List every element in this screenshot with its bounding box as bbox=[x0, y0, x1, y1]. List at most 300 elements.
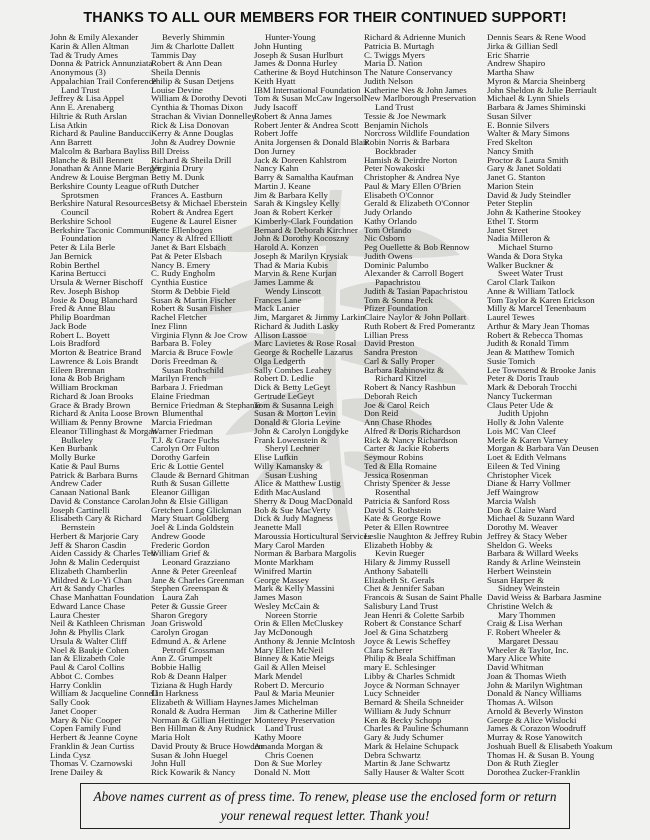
member-name: Hiltrie & Ruth Arslan bbox=[50, 110, 127, 121]
member-name: Ian & Elizabeth Cole bbox=[50, 653, 125, 664]
member-name: Christopher & Andrea Nye bbox=[364, 172, 460, 182]
member-name: George Massey bbox=[254, 574, 310, 585]
member-name: Dorothea Zucker-Franklin bbox=[487, 767, 580, 777]
member-name: Ruth Robert & Fred Pomerantz bbox=[364, 320, 476, 331]
member-name: Jay McDonough bbox=[254, 627, 313, 637]
member-name: Gary & Judy Schumer bbox=[364, 732, 444, 742]
member-name: Martin & Jane Schwartz bbox=[364, 758, 451, 769]
member-name: Peter Nowakoski bbox=[364, 163, 425, 174]
member-name: Bockbrader bbox=[375, 145, 417, 156]
member-name: Alexander & Carroll Bogert bbox=[364, 268, 464, 279]
member-name: Gerald & Elizabeth O'Connor bbox=[364, 198, 470, 209]
member-name: Keith Hyatt bbox=[254, 75, 296, 86]
member-name: Eric Sharrie bbox=[487, 49, 530, 60]
member-name: Claus Peter Ude & bbox=[487, 399, 554, 410]
member-name: Philip & Beala Schiffman bbox=[364, 653, 456, 664]
member-name: Jeanette Mall bbox=[254, 522, 302, 532]
member-name: New Marlborough Preservation bbox=[364, 93, 476, 104]
member-name: Lee Townsend & Brooke Janis bbox=[487, 364, 596, 375]
member-name: Sharon Gregory bbox=[151, 609, 208, 620]
member-name: Kate & George Rowe bbox=[364, 513, 441, 524]
member-name: Don & Ruth Ziegler bbox=[487, 758, 559, 769]
member-name: Thomas A. Wilson bbox=[487, 697, 554, 707]
member-name: David & Judy Steindler bbox=[487, 189, 571, 200]
member-name: Herbert Weinstein bbox=[487, 565, 552, 576]
member-name: Don & Claire Ward bbox=[487, 504, 557, 515]
member-name: Mildred & Lo-Yi Chan bbox=[50, 574, 132, 585]
member-column bbox=[50, 33, 161, 777]
member-name: Marcia Walsh bbox=[487, 495, 536, 506]
member-name: Beverly Shimmin bbox=[162, 32, 225, 42]
member-name: Wheeler & Taylor, Inc. bbox=[487, 644, 569, 655]
member-name: Nancy B. Emery bbox=[151, 259, 211, 270]
member-name: Richard & Sheila Drill bbox=[151, 154, 232, 165]
member-name: Anne & William Tatlock bbox=[487, 285, 575, 296]
member-name: George & Rochelle Lazarus bbox=[254, 347, 353, 357]
member-name: Nancy Tuckerman bbox=[487, 390, 553, 401]
renewal-notice bbox=[80, 783, 570, 829]
member-name: Mark Mendel bbox=[254, 670, 303, 681]
member-name: Irene Dailey & bbox=[50, 767, 104, 777]
member-name: Susan Rothschild bbox=[162, 364, 224, 375]
member-name: James Mason bbox=[254, 592, 302, 602]
member-name: Mack Lanier bbox=[254, 303, 300, 314]
member-name: Donald N. Mott bbox=[254, 767, 311, 777]
member-name: Anthony Sabatelli bbox=[364, 565, 429, 576]
member-name: Fred & Anne Blau bbox=[50, 303, 116, 314]
member-name: Clara Scherer bbox=[364, 644, 413, 655]
member-name: F. Robert Wheeler & bbox=[487, 627, 561, 637]
member-name: Craig & Lisa Werhan bbox=[487, 618, 563, 629]
member-name: Willy Kamansky & bbox=[254, 460, 323, 471]
member-name: Robert & Andrea Egert bbox=[151, 207, 234, 217]
member-name: Mary Ellen McNeil bbox=[254, 644, 324, 655]
member-name: Cynthia Eustice bbox=[151, 277, 208, 287]
member-name: Bulkeley bbox=[61, 434, 93, 445]
member-name: Tom & Susanna Leigh bbox=[254, 399, 334, 410]
member-name: Rob & Deann Halper bbox=[151, 670, 227, 681]
member-name: Eric & Lottie Gentel bbox=[151, 460, 224, 471]
member-name: E. Bonnie Silvers bbox=[487, 119, 550, 130]
member-name: Berkshire Natural Resources bbox=[50, 198, 152, 209]
member-name: David Whitman bbox=[487, 662, 544, 672]
member-name: Laura Chester bbox=[50, 609, 100, 620]
member-name: Judith & Tasian Papachristou bbox=[364, 285, 468, 296]
member-name: Storm & Debbie Field bbox=[151, 285, 230, 296]
member-name: John & Emily Alexander bbox=[50, 32, 139, 42]
member-name: Kathy Moore bbox=[254, 732, 302, 742]
member-name: Allison Lassoe bbox=[254, 329, 307, 340]
member-name: Chase Manhattan Foundation bbox=[50, 592, 155, 602]
member-name: Dick & Betty LeGeyt bbox=[254, 382, 331, 392]
member-name: Wanda & Dora Styka bbox=[487, 250, 563, 261]
member-name: Christopher Vicek bbox=[487, 469, 552, 480]
member-column bbox=[254, 33, 371, 777]
member-name: John & Dorothy Kocoszny bbox=[254, 233, 350, 244]
member-name: Eleanor Tillinghast & Morgan bbox=[50, 425, 157, 436]
member-name: Cynthia & Thomas Dixon bbox=[151, 102, 243, 112]
member-name: Morton & Beatrice Brand bbox=[50, 347, 142, 357]
member-name: Mary Alice White bbox=[487, 653, 551, 664]
member-name: Neil & Kathleen Chrisman bbox=[50, 618, 146, 629]
member-name: Barbara B. Foley bbox=[151, 338, 212, 349]
member-name: Noreen Storrie bbox=[265, 609, 318, 620]
member-name: Appalachian Trail Conference bbox=[50, 75, 157, 86]
member-name: Louise Devine bbox=[151, 84, 203, 95]
member-name: Ethel T. Storm bbox=[487, 215, 539, 226]
member-name: Josie & Doug Blanchard bbox=[50, 294, 138, 305]
member-name: Rev. Joseph Bishop bbox=[50, 285, 120, 296]
member-name: Katie & Paul Burns bbox=[50, 460, 120, 471]
member-name: Jack Bode bbox=[50, 320, 87, 331]
member-name: Robert & Anna James bbox=[254, 110, 332, 121]
member-name: Robin Norris & Barbara bbox=[364, 137, 450, 147]
member-name: Susan & Martin Fischer bbox=[151, 294, 236, 305]
member-name: Binney & Katie Meigs bbox=[254, 653, 335, 664]
member-name: Murray & Rose Yanowitch bbox=[487, 732, 583, 742]
member-name: Robert & Ann Dean bbox=[151, 58, 222, 69]
member-name: Ann E. Arenaberg bbox=[50, 102, 114, 112]
member-name: Edmund A. & Arlene bbox=[151, 635, 227, 646]
member-name: Jim & Catherine Miller bbox=[254, 705, 337, 716]
member-name: Monterey Preservation bbox=[254, 714, 335, 725]
member-name: Ken & Becky Schopp bbox=[364, 714, 442, 725]
member-name: Edith MacAusland bbox=[254, 487, 321, 497]
member-name: Virginia Flynn & Joe Crow bbox=[151, 329, 248, 340]
member-name: Michael & Suzann Ward bbox=[487, 513, 575, 524]
member-name: John Hull bbox=[151, 758, 186, 769]
member-name: Elizabeth Chamberlin bbox=[50, 565, 128, 576]
member-name: Olga Ledgerth bbox=[254, 355, 306, 366]
member-name: Joel & Linda Goldstein bbox=[151, 522, 234, 532]
member-name: Jeffrey & Stacy Weber bbox=[487, 530, 568, 541]
member-name: Carol Clark Taikon bbox=[487, 277, 555, 287]
member-name: Doris Freedman & bbox=[151, 355, 218, 366]
member-name: Richard & Adrienne Munich bbox=[364, 32, 466, 42]
member-name: Elisabeth O'Connor bbox=[364, 189, 434, 200]
member-name: Norman & Barbara Margolis bbox=[254, 548, 357, 559]
member-name: Joseph Cartinelli bbox=[50, 504, 110, 515]
member-name: Robert & Nancy Rashbun bbox=[364, 382, 456, 392]
member-name: Sally Cook bbox=[50, 697, 90, 707]
member-name: Ursula & Walter Cliff bbox=[50, 635, 127, 646]
member-name: Judy Isacoff bbox=[254, 102, 298, 112]
member-name: John Sheldon & Julie Berriault bbox=[487, 84, 597, 95]
member-name: Susan Lushing bbox=[265, 469, 318, 480]
member-name: Richard & Anita Loose Brown bbox=[50, 408, 159, 419]
member-name: Thomas V. Czarnowski bbox=[50, 758, 133, 769]
member-name: Herbert & Marjorie Cary bbox=[50, 530, 139, 541]
member-name: Michael & Lynn Shiels bbox=[487, 93, 570, 104]
member-name: Joan & Thomas Wieth bbox=[487, 670, 567, 681]
member-name: Catherine & Boyd Hutchinson bbox=[254, 67, 362, 77]
member-name: Rachel Fletcher bbox=[151, 312, 207, 322]
member-name: David Weiss & Barbara Jasmine bbox=[487, 592, 602, 602]
member-name: Peter & Doris Traub bbox=[487, 373, 559, 384]
member-name: Joe & Carol Reich bbox=[364, 399, 430, 410]
member-name: Berkshire County League of bbox=[50, 180, 151, 191]
member-name: Sheldon G. Weeks bbox=[487, 539, 553, 550]
member-name: Richard & Judith Lasky bbox=[254, 320, 339, 331]
member-name: Anita Jorgensen & Donald Blair bbox=[254, 137, 369, 147]
member-name: Bernstein bbox=[61, 522, 95, 532]
member-name: Loet & Edith Velmans bbox=[487, 452, 567, 462]
member-name: Tom Orlando bbox=[364, 224, 412, 235]
member-name: Aiden Cassidy & Charles Teti bbox=[50, 548, 156, 559]
member-name: Ursula & Werner Bischoff bbox=[50, 277, 144, 287]
member-name: Leslie Naughton & Jeffrey Rubin bbox=[364, 530, 483, 541]
member-name: Margaret Dessau bbox=[498, 635, 559, 646]
member-name: William & Judy Schnurr bbox=[364, 705, 451, 716]
member-name: Sally Hauser & Walter Scott bbox=[364, 767, 465, 777]
member-name: Sherry & Doug MacDonald bbox=[254, 495, 353, 506]
member-name: Marcia Friedman bbox=[151, 417, 213, 427]
member-column bbox=[364, 33, 482, 777]
member-name: Joan & Robert Kerker bbox=[254, 207, 333, 217]
member-name: Carl & Sally Proper bbox=[364, 355, 435, 366]
member-name: Sarah & Kingsley Kelly bbox=[254, 198, 340, 209]
member-name: Janet & Bart Elsbach bbox=[151, 242, 226, 252]
member-name: Thomas H. & Susan B. Young bbox=[487, 749, 595, 760]
member-name: Richard Kitzel bbox=[375, 373, 427, 384]
member-name: Eileen Brennan bbox=[50, 364, 105, 375]
member-name: James Michelman bbox=[254, 697, 319, 707]
member-column bbox=[151, 33, 263, 777]
member-name: Martha Shaw bbox=[487, 67, 535, 77]
member-name: Don Jurney bbox=[254, 145, 296, 156]
member-name: Barbara & Willard Weeks bbox=[487, 548, 579, 559]
member-name: John & Audrey Downie bbox=[151, 137, 236, 147]
member-name: Kevin Rueger bbox=[375, 548, 425, 559]
member-name: Milly & Marcel Tenenbaum bbox=[487, 303, 587, 314]
member-name: Elizabeth Hobby & bbox=[364, 539, 433, 550]
member-name: Jim, Margaret & Jimmy Larkin bbox=[254, 312, 365, 322]
member-name: Peg Ouellette & Bob Rennow bbox=[364, 242, 470, 252]
member-name: Art & Sandy Charles bbox=[50, 583, 125, 594]
member-name: Susan Silver bbox=[487, 110, 532, 121]
member-name: Jonathan & Anne Marie Berger bbox=[50, 163, 161, 174]
member-name: Jane & Charles Greenman bbox=[151, 574, 245, 585]
member-name: John & Malin Cederquist bbox=[50, 557, 140, 567]
member-name: Wesley McCain & bbox=[254, 600, 320, 611]
member-name: Tammis Day bbox=[151, 49, 197, 60]
member-name: Christine Welch & bbox=[487, 600, 553, 611]
member-name: Judith Nelson bbox=[364, 75, 413, 86]
member-name: Ann Chase Rhodes bbox=[364, 417, 432, 427]
member-name: Walker Buckner & bbox=[487, 259, 554, 270]
member-name: Carolyn Orr Fulton bbox=[151, 443, 220, 454]
member-name: Barbara J. Friedman bbox=[151, 382, 223, 392]
member-name: Malcolm & Barbara Bayliss bbox=[50, 145, 150, 156]
member-name: Karin & Allen Altman bbox=[50, 40, 129, 51]
member-name: Robert & Rebecca Thomas bbox=[487, 329, 583, 340]
member-name: Pfizer Foundation bbox=[364, 303, 428, 314]
member-name: Ken Burbank bbox=[50, 443, 98, 454]
member-name: Grace & Brady Brown bbox=[50, 399, 131, 410]
member-name: Betty M. Dunk bbox=[151, 172, 205, 182]
member-name: Joseph & Susan Hurlburt bbox=[254, 49, 344, 60]
member-name: Don Reid bbox=[364, 408, 399, 419]
member-name: Robert & Constance Scharf bbox=[364, 618, 462, 629]
member-name: Ben Hillman & Any Rudnick bbox=[151, 723, 255, 734]
member-name: John & Katherine Stookey bbox=[487, 207, 582, 217]
member-name: Council bbox=[61, 207, 90, 217]
member-name: Norcross Wildlife Foundation bbox=[364, 128, 470, 139]
member-name: Sidney Weinstein bbox=[498, 583, 560, 594]
member-name: Lucy Schneider bbox=[364, 688, 420, 699]
member-name: Janet Street bbox=[487, 224, 529, 235]
member-name: Barbara & James Shiminski bbox=[487, 102, 586, 112]
member-name: Frank Lowenstein & bbox=[254, 434, 328, 445]
member-name: Susan Harper & bbox=[487, 574, 544, 585]
member-name: Robert D. Ledlie bbox=[254, 373, 314, 384]
member-name: Katherine Nes & John James bbox=[364, 84, 467, 95]
member-name: Mark & Deborah Trocchi bbox=[487, 382, 578, 392]
member-name: James & Donna Hurley bbox=[254, 58, 338, 69]
member-name: Winifred Martin bbox=[254, 565, 312, 576]
member-name: Martin J. Keane bbox=[254, 180, 311, 191]
member-name: Warner Friedman bbox=[151, 425, 213, 436]
member-name: Laurel Tewes bbox=[487, 312, 535, 322]
member-name: Blumenthal bbox=[162, 408, 204, 419]
member-name: Laura Zah bbox=[162, 592, 199, 602]
member-name: Molly Burke bbox=[50, 452, 96, 462]
member-name: Charles & Pauline Schumann bbox=[364, 723, 469, 734]
member-name: The Nature Conservancy bbox=[364, 67, 453, 77]
member-name: Sheryl Lechner bbox=[265, 443, 320, 454]
member-name: Dorothy Garfein bbox=[151, 452, 210, 462]
member-name: Frances A. Eastburn bbox=[151, 189, 223, 200]
member-name: Andrew & Louise Bergman bbox=[50, 172, 149, 182]
page-title: THANKS TO ALL OUR MEMBERS FOR THEIR CONTINUED SUPPORT! bbox=[83, 10, 567, 26]
member-name: Peter & Ellen Rowntree bbox=[364, 522, 449, 532]
member-name: Richard & Pauline Banducci bbox=[50, 128, 152, 139]
member-name: Anonymous (3) bbox=[50, 67, 106, 77]
member-name: Marion Stein bbox=[487, 180, 534, 191]
member-name: Nancy Smith bbox=[487, 145, 534, 156]
member-name: Joseph & Marilyn Krysiak bbox=[254, 250, 349, 261]
member-name: Kathy Orlando bbox=[364, 215, 417, 226]
member-name: Eleanor Gilligan bbox=[151, 487, 210, 497]
member-name: Salisbury Land Trust bbox=[364, 600, 439, 611]
member-name: James Lamme & bbox=[254, 277, 314, 287]
member-name: Karina Bertucci bbox=[50, 268, 107, 279]
member-name: Gertrude LeGeyt bbox=[254, 390, 315, 401]
member-name: Joyce & Lewis Scheffey bbox=[364, 635, 451, 646]
member-name: Hamish & Deirdre Norton bbox=[364, 154, 458, 165]
member-name: Elizabeth & William Haynes bbox=[151, 697, 253, 707]
member-name: Sally Combes Leahey bbox=[254, 364, 332, 375]
member-name: Ted & Ella Romaine bbox=[364, 460, 437, 471]
member-column bbox=[487, 33, 613, 777]
member-name: William & Jacqueline Connell bbox=[50, 688, 158, 699]
member-name: Gary & Janet Soldati bbox=[487, 163, 562, 174]
member-name: Proctor & Laura Smith bbox=[487, 154, 569, 165]
member-name: Robert Joffe bbox=[254, 128, 298, 139]
member-name: Berkshire School bbox=[50, 215, 112, 226]
member-name: Don & Sue Morley bbox=[254, 758, 323, 769]
member-name: Seymour Robins bbox=[364, 452, 424, 462]
member-name: Libby & Charles Schmidt bbox=[364, 670, 456, 681]
member-name: Jim & Barbara Kelly bbox=[254, 189, 328, 200]
member-name: Barbara Rabinowitz & bbox=[364, 364, 445, 375]
member-name: Marc Lavietes & Rose Rosal bbox=[254, 338, 357, 349]
member-name: Eileen & Ted Vining bbox=[487, 460, 560, 471]
member-name: Monte Markham bbox=[254, 557, 314, 567]
member-name: Lin Harkness bbox=[151, 688, 199, 699]
member-name: Eugene & Laurel Eisner bbox=[151, 215, 237, 226]
member-name: John & Elsie Gilligan bbox=[151, 495, 228, 506]
member-name: Bob & Sue MacVerty bbox=[254, 504, 331, 515]
member-name: C. Twiggs Myers bbox=[364, 49, 425, 60]
member-name: Canaan National Bank bbox=[50, 487, 131, 497]
member-name: David & Constance Carolan bbox=[50, 495, 150, 506]
member-name: Iona & Bob Brigham bbox=[50, 373, 125, 384]
member-name: Elisabeth Cary & Richard bbox=[50, 513, 142, 524]
member-name: Jim & Charlotte Dallett bbox=[151, 40, 235, 51]
member-name: Donald & Gloria Levine bbox=[254, 417, 341, 427]
member-name: Jeffrey & Lisa Appel bbox=[50, 93, 125, 104]
member-name: Lisa Atkin bbox=[50, 119, 88, 130]
member-name: Jeff & Sharon Casdin bbox=[50, 539, 127, 550]
member-name: Nancy & Alfred Elliott bbox=[151, 233, 233, 244]
member-name: Franklin & Jean Curtiss bbox=[50, 740, 135, 751]
member-name: Jean Henri & Colette Sarbib bbox=[364, 609, 465, 620]
member-name: Patrick & Barbara Burns bbox=[50, 469, 138, 480]
member-name: Joel & Gina Schatzberg bbox=[364, 627, 449, 637]
member-name: Elaine Friedman bbox=[151, 390, 210, 401]
member-name: Lois MC Van Cleef bbox=[487, 425, 556, 436]
member-name: Marilyn French bbox=[151, 373, 207, 384]
member-name: Rick & Nancy Richardson bbox=[364, 434, 458, 445]
renewal-notice-line: your renewal request letter. Thank you! bbox=[220, 808, 430, 823]
member-name: Joyce & Norman Schnayer bbox=[364, 679, 460, 690]
member-name: Fred Skelton bbox=[487, 137, 533, 147]
member-name: Christy Spencer & Jesse bbox=[364, 478, 451, 489]
member-name: Sweet Water Trust bbox=[498, 268, 563, 279]
member-name: Holly & John Valente bbox=[487, 417, 564, 427]
member-columns bbox=[0, 33, 650, 785]
member-name: Stephen Greenspan & bbox=[151, 583, 229, 594]
member-name: Lillian Press bbox=[364, 329, 409, 340]
renewal-notice-line: Above names current as of press time. To renew, please use the enclosed form or return bbox=[93, 789, 557, 804]
member-name: Inez Flinn bbox=[151, 320, 188, 331]
member-name: Ann Z. Grumpelt bbox=[151, 653, 213, 664]
member-name: Elise Lufkin bbox=[254, 452, 298, 462]
member-name: Barry & Samaltha Kaufman bbox=[254, 172, 354, 182]
member-name: Maroussia Horticultural Services bbox=[254, 530, 371, 541]
member-name: Carter & Jackie Roberts bbox=[364, 443, 450, 454]
member-name: Tom Taylor & Karen Erickson bbox=[487, 294, 595, 305]
member-name: Harold A. Konzen bbox=[254, 242, 319, 252]
member-name: Noel & Baukje Cohen bbox=[50, 644, 129, 655]
member-name: Elizabeth St. Gerals bbox=[364, 574, 435, 585]
member-name: Janet G. Stanton bbox=[487, 172, 546, 182]
member-name: Jean & Matthew Tomich bbox=[487, 347, 575, 357]
member-name: Bobbie Hallig bbox=[151, 662, 201, 672]
member-name: Andrew Goode bbox=[151, 530, 206, 541]
member-name: Jack & Doreen Kahlstrom bbox=[254, 154, 347, 165]
member-name: Peter Steplin bbox=[487, 198, 533, 209]
member-name: Benjamin Nichols bbox=[364, 119, 429, 130]
member-name: Bernard & Sheila Schneider bbox=[364, 697, 464, 707]
member-name: Mary Carol Marden bbox=[254, 539, 325, 550]
member-name: IBM International Foundation bbox=[254, 84, 361, 95]
member-name: Dorothy M. Weaver bbox=[487, 522, 558, 532]
member-name: Judith Owens bbox=[364, 250, 413, 261]
member-name: Orin & Ellen McCluskey bbox=[254, 618, 344, 629]
member-name: Judith & Ronald Timm bbox=[487, 338, 569, 349]
